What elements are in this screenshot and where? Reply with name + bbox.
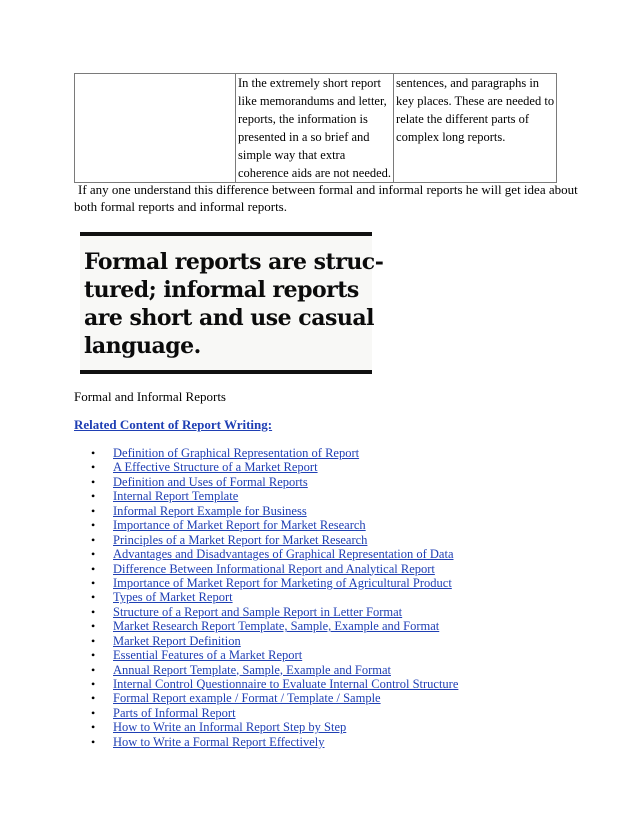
table-row <box>75 74 557 183</box>
table-cell-line: sentences, and paragraphs in <box>396 76 540 90</box>
table-cell-line: like memorandums and letter, <box>238 94 387 108</box>
list-item <box>74 533 458 547</box>
related-content-heading[interactable]: Related Content of Report Writing: <box>74 417 273 432</box>
image-text-line: are short and use casual <box>84 305 374 331</box>
list-item <box>74 634 458 648</box>
bullet-icon: • <box>91 474 96 489</box>
related-link[interactable]: Importance of Market Report for Marketing of Agricultural Product <box>113 575 452 590</box>
related-link[interactable]: Principles of a Market Report for Market Research <box>113 532 368 547</box>
related-link[interactable]: Internal Report Template <box>113 489 239 504</box>
related-link[interactable]: Structure of a Report and Sample Report in Letter Format <box>113 604 403 619</box>
list-item <box>74 475 458 489</box>
summary-paragraph <box>74 181 578 215</box>
bullet-icon: • <box>91 561 96 576</box>
bullet-icon: • <box>91 446 96 460</box>
bullet-icon: • <box>91 705 96 720</box>
related-link[interactable]: Internal Control Questionnaire to Evaluate Internal Control Structure <box>113 677 459 691</box>
table-cell-informal <box>236 74 394 183</box>
related-link[interactable]: How to Write an Informal Report Step by Step <box>113 720 347 735</box>
list-item <box>74 446 458 460</box>
bullet-icon: • <box>91 691 96 706</box>
list-item <box>74 547 458 561</box>
table-cell-line: relate the different parts of <box>396 112 530 126</box>
list-item <box>74 720 458 734</box>
image-text-line: Formal reports are struc- <box>84 249 384 275</box>
related-link[interactable]: A Effective Structure of a Market Report <box>113 460 318 475</box>
list-item <box>74 663 458 677</box>
list-item <box>74 605 458 619</box>
related-link[interactable]: Definition and Uses of Formal Reports <box>113 474 308 489</box>
image-caption: Formal and Informal Reports <box>74 389 226 404</box>
related-link[interactable]: Definition of Graphical Representation of Report <box>113 446 360 460</box>
list-item <box>74 691 458 705</box>
bullet-icon: • <box>91 532 96 547</box>
table-cell-line: key places. These are needed to <box>396 94 555 108</box>
table-cell-empty <box>75 74 236 183</box>
table-cell-line: complex long reports. <box>396 130 506 144</box>
related-link[interactable]: Advantages and Disadvantages of Graphical Representation of Data <box>113 547 454 562</box>
table-cell-line: In the extremely short report <box>238 76 382 90</box>
related-link[interactable]: Parts of Informal Report <box>113 705 236 720</box>
bullet-icon: • <box>91 619 96 634</box>
related-link[interactable]: Formal Report example / Format / Template / Sample <box>113 691 381 706</box>
list-item <box>74 504 458 518</box>
table-cell-line: presented in a so brief and <box>238 130 370 144</box>
table-cell-line: coherence aids are not needed. <box>238 166 392 180</box>
bullet-icon: • <box>91 633 96 648</box>
related-link[interactable]: Annual Report Template, Sample, Example and Format <box>113 662 391 677</box>
comparison-table-fragment <box>74 73 557 183</box>
list-item <box>74 677 458 691</box>
table-cell-line: reports, the information is <box>238 112 368 126</box>
related-link[interactable]: Essential Features of a Market Report <box>113 648 303 663</box>
bullet-icon: • <box>91 648 96 663</box>
bullet-icon: • <box>91 677 96 691</box>
formal-vs-informal-image <box>80 232 384 374</box>
image-text-line: language. <box>84 333 201 359</box>
comparison-table <box>74 73 557 183</box>
list-item <box>74 460 458 474</box>
list-item <box>74 518 458 532</box>
bullet-icon: • <box>91 604 96 619</box>
list-item <box>74 590 458 604</box>
image-text-line: tured; informal reports <box>84 277 359 303</box>
bullet-icon: • <box>91 662 96 677</box>
related-link[interactable]: Difference Between Informational Report and Analytical Report <box>113 561 435 576</box>
paragraph-line: If any one understand this difference between formal and informal reports he will get idea about <box>78 182 578 197</box>
bullet-icon: • <box>91 547 96 562</box>
bullet-icon: • <box>91 590 96 605</box>
bullet-icon: • <box>91 503 96 518</box>
list-item <box>74 735 458 749</box>
list-item <box>74 489 458 503</box>
bullet-icon: • <box>91 518 96 533</box>
list-item <box>74 562 458 576</box>
related-link[interactable]: Market Research Report Template, Sample, Example and Format <box>113 619 440 634</box>
related-link[interactable]: Market Report Definition <box>113 633 241 648</box>
related-link[interactable]: Importance of Market Report for Market Research <box>113 518 366 533</box>
related-link[interactable]: How to Write a Formal Report Effectively <box>113 734 325 749</box>
table-cell-line: simple way that extra <box>238 148 346 162</box>
paragraph-line: both formal reports and informal reports. <box>74 199 287 214</box>
table-cell-formal <box>394 74 557 183</box>
bullet-icon: • <box>91 575 96 590</box>
list-item <box>74 648 458 662</box>
related-links-list <box>74 446 458 749</box>
list-item <box>74 706 458 720</box>
list-item <box>74 619 458 633</box>
bullet-icon: • <box>91 734 96 749</box>
related-link[interactable]: Types of Market Report <box>113 590 233 605</box>
bullet-icon: • <box>91 489 96 504</box>
bullet-icon: • <box>91 720 96 735</box>
bullet-icon: • <box>91 460 96 475</box>
list-item <box>74 576 458 590</box>
related-link[interactable]: Informal Report Example for Business <box>113 503 307 518</box>
